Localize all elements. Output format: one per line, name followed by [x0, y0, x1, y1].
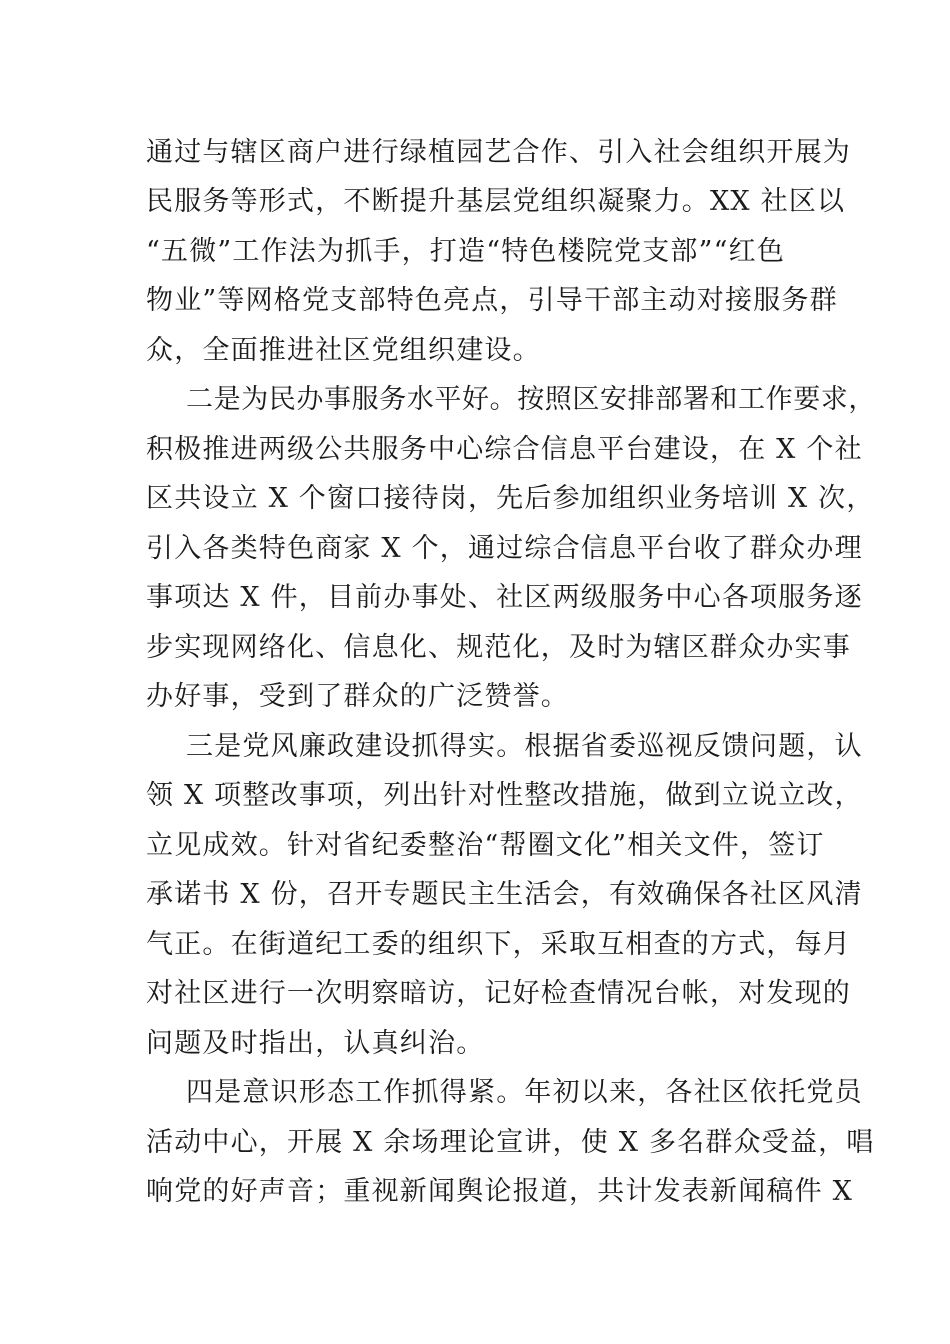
- text-line: 区共设立 X 个窗口接待岗，先后参加组织业务培训 X 次，: [146, 483, 875, 514]
- text-line: 物业”等网格党支部特色亮点，引导干部主动对接服务群: [146, 285, 838, 316]
- text-line: 引入各类特色商家 X 个，通过综合信息平台收了群众办理: [146, 533, 863, 564]
- text-line: 响党的好声音；重视新闻舆论报道，共计发表新闻稿件 X: [146, 1176, 854, 1207]
- text-line: “五微”工作法为抓手，打造“特色楼院党支部”“红色: [146, 236, 786, 267]
- text-line: 积极推进两级公共服务中心综合信息平台建设，在 X 个社: [146, 434, 863, 465]
- text-line: 民服务等形式，不断提升基层党组织凝聚力。XX 社区以: [146, 186, 846, 217]
- paragraph-first-line: 四是意识形态工作抓得紧。年初以来，各社区依托党员: [186, 1077, 863, 1108]
- text-line: 事项达 X 件，目前办事处、社区两级服务中心各项服务逐: [146, 582, 863, 613]
- text-line: 众，全面推进社区党组织建设。: [146, 335, 541, 366]
- text-line: 通过与辖区商户进行绿植园艺合作、引入社会组织开展为: [146, 137, 851, 168]
- text-line: 承诺书 X 份，召开专题民主生活会，有效确保各社区风清: [146, 879, 863, 910]
- text-line: 办好事，受到了群众的广泛赞誉。: [146, 681, 569, 712]
- text-line: 领 X 项整改事项，列出针对性整改措施，做到立说立改，: [146, 780, 863, 811]
- text-line: 气正。在街道纪工委的组织下，采取互相查的方式，每月: [146, 929, 851, 960]
- text-line: 步实现网络化、信息化、规范化，及时为辖区群众办实事: [146, 632, 851, 663]
- text-line: 问题及时指出，认真纠治。: [146, 1028, 485, 1059]
- text-line: 对社区进行一次明察暗访，记好检查情况台帐，对发现的: [146, 978, 851, 1009]
- text-line: 活动中心，开展 X 余场理论宣讲，使 X 多名群众受益，唱: [146, 1127, 875, 1158]
- paragraph-first-line: 三是党风廉政建设抓得实。根据省委巡视反馈问题，认: [186, 731, 863, 762]
- paragraph-first-line: 二是为民办事服务水平好。按照区安排部署和工作要求，: [186, 384, 876, 415]
- text-line: 立见成效。针对省纪委整治“帮圈文化”相关文件，签订: [146, 830, 825, 861]
